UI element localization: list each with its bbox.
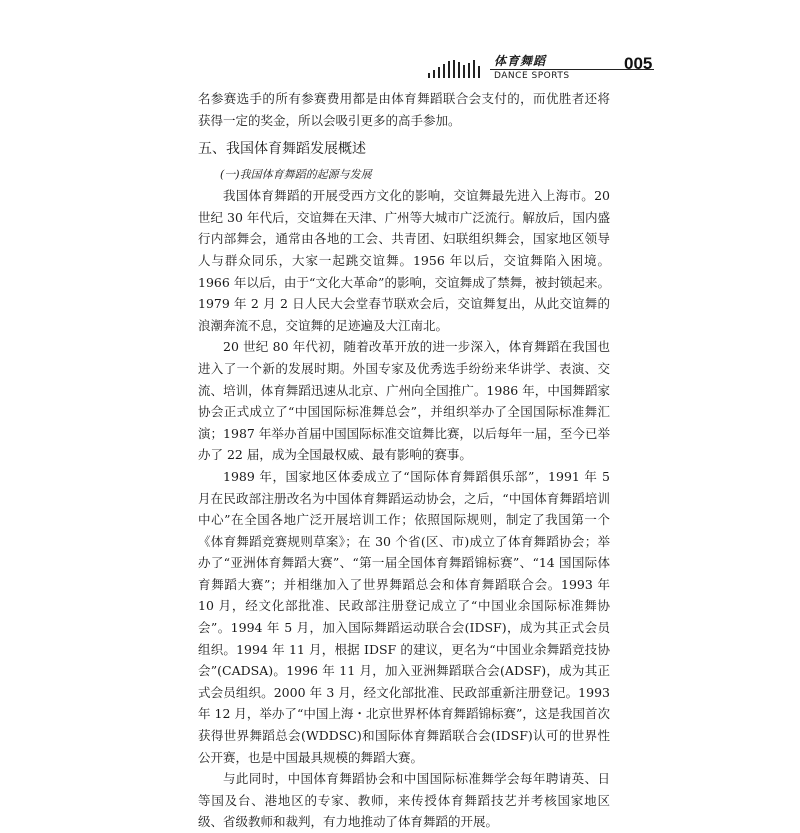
paragraph-3: 1989 年，国家地区体委成立了“国际体育舞蹈俱乐部”，1991 年 5 月在民政部注册改名为中国体育舞蹈运动协会，之后，“中国体育舞蹈培训中心”在全国各地广泛开展培训工作；依照国际规则，制定了我国第一个《体育舞蹈竞赛规则草案》；在 30 个省(区、市)成立了体育舞蹈协会；举办了“亚洲体育舞蹈大赛”、“第一届全国体育舞蹈锦标赛”、“14 国国际体育舞蹈大赛”；并相继加入了世界舞蹈总会和体育舞蹈联合会。1993 年 10 月，经文化部批准、民政部注册登记成立了“中国业余国际标准舞协会”。1994 年 5 月，加入国际舞蹈运动联合会(IDSF)，成为其正式会员组织。1994 年 11 月，根据 IDSF 的建议，更名为“中国业余舞蹈竞技协会”(CADSA)。1996 年 11 月，加入亚洲舞蹈联合会(ADSF)，成为其正式会员组织。2000 年 3 月，经文化部批准、民政部重新注册登记。1993 年 12 月，举办了“中国上海・北京世界杯体育舞蹈锦标赛”，这是我国首次获得世界舞蹈总会(WDDSC)和国际体育舞蹈联合会(IDSF)认可的世界性公开赛，也是中国最具规模的舞蹈大赛。 [198,468,610,765]
intro-paragraph: 名参赛选手的所有参赛费用都是由体育舞蹈联合会支付的，而优胜者还将获得一定的奖金，所以会吸引更多的高手参加。 [198,91,610,128]
paragraph-2: 20 世纪 80 年代初，随着改革开放的进一步深入，体育舞蹈在我国也进入了一个新的发展时期。外国专家及优秀选手纷纷来华讲学、表演、交流、培训，体育舞蹈迅速从北京、广州向全国推广。1986 年，中国舞蹈家协会正式成立了“中国国际标准舞总会”，并组织举办了全国国际标准舞汇演；1987 年举办首届中国国际标准交谊舞比赛，以后每年一届，至今已举办了 22 届，成为全国最权威、最有影响的赛事。 [198,339,610,463]
header-subtitle: DANCE SPORTS [494,71,570,81]
paragraph-4: 与此同时，中国体育舞蹈协会和中国国际标准舞学会每年聘请英、日等国及台、港地区的专家、教师，来传授体育舞蹈技艺并考核国家地区级、省级教师和裁判，有力地推动了体育舞蹈的开展。 [198,771,610,830]
sub-heading: (一)我国体育舞蹈的起源与发展 [220,168,372,182]
paragraph-1: 我国体育舞蹈的开展受西方文化的影响，交谊舞最先进入上海市。20 世纪 30 年代后，交谊舞在天津、广州等大城市广泛流行。解放后，国内盛行内部舞会，通常由各地的工会、共青团、妇联组织舞会，国家地区领导人与群众同乐，大家一起跳交谊舞。1956 年以后，交谊舞陷入困境。1966 年以后，由于“文化大革命”的影响，交谊舞成了禁舞，被封锁起来。1979 年 2 月 2 日人民大会堂春节联欢会后，交谊舞复出，从此交谊舞的浪潮奔流不息，交谊舞的足迹遍及大江南北。 [198,188,610,333]
barcode-decoration-icon [428,60,486,78]
page-body [198,88,610,833]
header-title: 体育舞蹈 [494,54,547,68]
section-heading: 五、我国体育舞蹈发展概述 [198,141,366,158]
page-header [0,0,800,90]
page-number: 005 [624,54,653,73]
